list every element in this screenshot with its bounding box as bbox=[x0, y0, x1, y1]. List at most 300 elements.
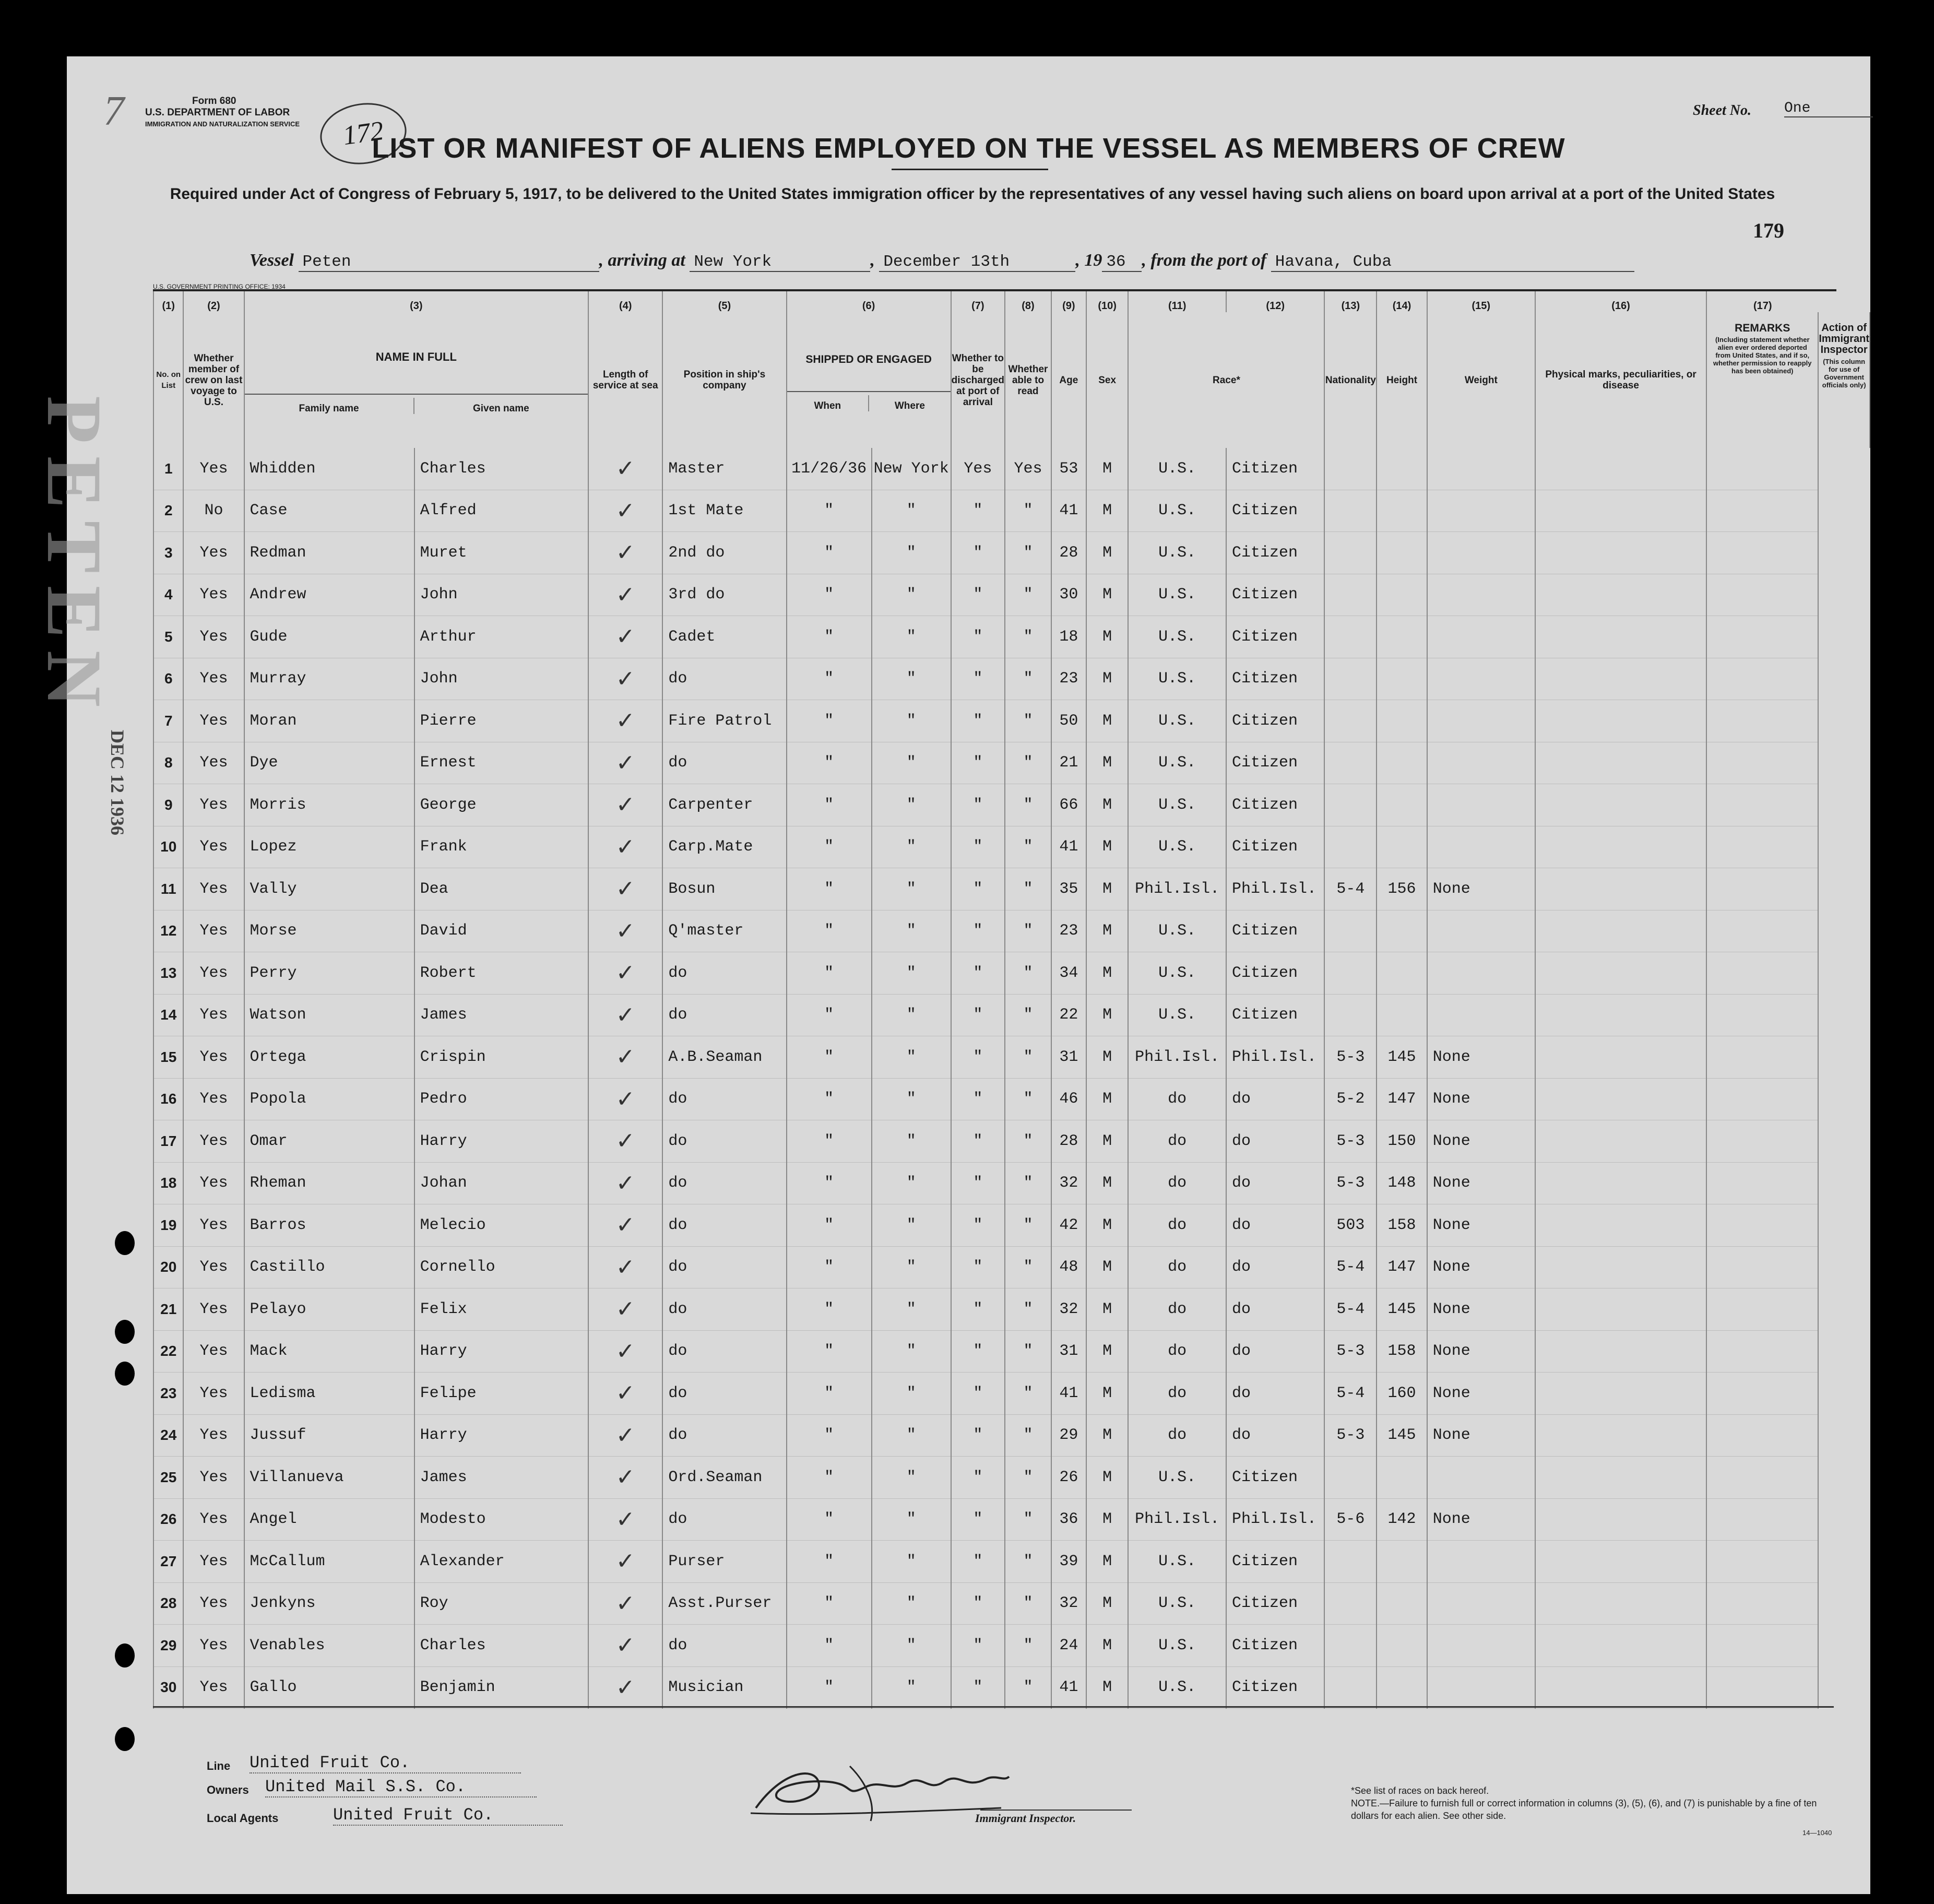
given-name: James bbox=[414, 1457, 588, 1499]
shipped-when: " bbox=[787, 1204, 872, 1247]
member-last-voyage: Yes bbox=[183, 1541, 244, 1583]
race: Phil.Isl. bbox=[1128, 868, 1226, 910]
shipped-when: " bbox=[787, 1078, 872, 1120]
service-tick bbox=[588, 1373, 662, 1415]
race: do bbox=[1128, 1414, 1226, 1457]
service-tick bbox=[588, 826, 662, 868]
race: do bbox=[1128, 1246, 1226, 1288]
race: U.S. bbox=[1128, 658, 1226, 700]
position: do bbox=[662, 742, 786, 784]
page-title: LIST OR MANIFEST OF ALIENS EMPLOYED ON THE VESSEL AS MEMBERS OF CREW bbox=[372, 133, 1565, 164]
height bbox=[1324, 784, 1377, 826]
member-last-voyage: Yes bbox=[183, 1036, 244, 1079]
position: 2nd do bbox=[662, 532, 786, 574]
shipped-when: " bbox=[787, 784, 872, 826]
service-tick bbox=[588, 994, 662, 1036]
row-number: 12 bbox=[153, 910, 183, 952]
remarks bbox=[1535, 448, 1706, 490]
age: 50 bbox=[1051, 700, 1086, 742]
position: do bbox=[662, 1162, 786, 1204]
family-name: Gude bbox=[244, 616, 414, 658]
service-tick bbox=[588, 1541, 662, 1583]
physical-marks: None bbox=[1427, 1204, 1535, 1247]
nationality: do bbox=[1226, 1204, 1325, 1247]
weight bbox=[1377, 700, 1427, 742]
race: Phil.Isl. bbox=[1128, 1498, 1226, 1541]
shipped-when: " bbox=[787, 826, 872, 868]
colnum: (15) bbox=[1427, 291, 1535, 312]
remarks bbox=[1535, 952, 1706, 995]
to-be-discharged: " bbox=[951, 784, 1005, 826]
inspector-action bbox=[1706, 826, 1818, 868]
binder-hole bbox=[115, 1231, 135, 1255]
crew-row bbox=[153, 1457, 1870, 1499]
checkmark-icon: ✓ bbox=[615, 1338, 635, 1365]
able-to-read: " bbox=[1005, 532, 1051, 574]
age: 21 bbox=[1051, 742, 1086, 784]
shipped-where: " bbox=[872, 910, 951, 952]
remarks bbox=[1535, 784, 1706, 826]
shipped-where: " bbox=[872, 1373, 951, 1415]
crew-row bbox=[153, 784, 1870, 826]
height bbox=[1324, 490, 1377, 532]
sex: M bbox=[1086, 1162, 1129, 1204]
member-last-voyage: Yes bbox=[183, 1666, 244, 1709]
member-last-voyage: Yes bbox=[183, 952, 244, 995]
to-be-discharged: " bbox=[951, 1330, 1005, 1373]
header-remarks bbox=[1706, 312, 1818, 448]
header-weight: Weight bbox=[1427, 312, 1535, 448]
where-header: Where bbox=[868, 395, 951, 411]
inspector-action bbox=[1706, 1120, 1818, 1163]
checkmark-icon: ✓ bbox=[615, 1085, 635, 1113]
physical-marks bbox=[1427, 1582, 1535, 1625]
to-be-discharged: " bbox=[951, 658, 1005, 700]
weight bbox=[1377, 994, 1427, 1036]
handwritten-number: 172 bbox=[316, 98, 411, 170]
sex: M bbox=[1086, 1120, 1129, 1163]
family-name: Jenkyns bbox=[244, 1582, 414, 1625]
shipped-when: " bbox=[787, 1330, 872, 1373]
race: U.S. bbox=[1128, 826, 1226, 868]
age: 39 bbox=[1051, 1541, 1086, 1583]
shipped-where: New York bbox=[872, 448, 951, 490]
sex: M bbox=[1086, 700, 1129, 742]
to-be-discharged: " bbox=[951, 1625, 1005, 1667]
crew-row bbox=[153, 868, 1870, 910]
inspector-action bbox=[1706, 1246, 1818, 1288]
member-last-voyage: Yes bbox=[183, 1162, 244, 1204]
nationality: Citizen bbox=[1226, 784, 1325, 826]
sex: M bbox=[1086, 868, 1129, 910]
race: U.S. bbox=[1128, 910, 1226, 952]
to-be-discharged: " bbox=[951, 574, 1005, 616]
to-be-discharged: " bbox=[951, 700, 1005, 742]
remarks bbox=[1535, 1414, 1706, 1457]
height: 5-4 bbox=[1324, 1288, 1377, 1331]
header-position: Position in ship's company bbox=[662, 312, 786, 448]
checkmark-icon: ✓ bbox=[615, 917, 635, 944]
member-last-voyage: Yes bbox=[183, 1498, 244, 1541]
physical-marks bbox=[1427, 910, 1535, 952]
family-name: Case bbox=[244, 490, 414, 532]
inspector-action bbox=[1706, 1288, 1818, 1331]
member-last-voyage: Yes bbox=[183, 910, 244, 952]
crew-row bbox=[153, 1541, 1870, 1583]
inspector-line bbox=[980, 1810, 1132, 1811]
member-last-voyage: Yes bbox=[183, 700, 244, 742]
checkmark-icon: ✓ bbox=[615, 876, 635, 903]
printing-office-line: U.S. GOVERNMENT PRINTING OFFICE: 1934 bbox=[153, 283, 286, 290]
inspector-action bbox=[1706, 1162, 1818, 1204]
remarks bbox=[1535, 1625, 1706, 1667]
crew-row bbox=[153, 826, 1870, 868]
crew-rows bbox=[153, 448, 1870, 1709]
nationality: Citizen bbox=[1226, 616, 1325, 658]
race: U.S. bbox=[1128, 574, 1226, 616]
service-tick bbox=[588, 1162, 662, 1204]
member-last-voyage: Yes bbox=[183, 658, 244, 700]
checkmark-icon: ✓ bbox=[615, 497, 635, 524]
age: 66 bbox=[1051, 784, 1086, 826]
checkmark-icon: ✓ bbox=[615, 1212, 635, 1239]
able-to-read: " bbox=[1005, 1498, 1051, 1541]
row-number: 21 bbox=[153, 1288, 183, 1331]
age: 41 bbox=[1051, 826, 1086, 868]
crew-row bbox=[153, 1373, 1870, 1415]
remarks bbox=[1535, 1330, 1706, 1373]
column-number-row bbox=[153, 291, 1870, 312]
weight: 160 bbox=[1377, 1373, 1427, 1415]
owners-value: United Mail S.S. Co. bbox=[265, 1777, 537, 1797]
sex: M bbox=[1086, 532, 1129, 574]
physical-marks: None bbox=[1427, 1078, 1535, 1120]
physical-marks bbox=[1427, 490, 1535, 532]
shipped-where: " bbox=[872, 574, 951, 616]
shipped-where: " bbox=[872, 1288, 951, 1331]
crew-row bbox=[153, 1204, 1870, 1247]
shipped-when: " bbox=[787, 994, 872, 1036]
service-tick bbox=[588, 1036, 662, 1079]
to-be-discharged: " bbox=[951, 742, 1005, 784]
height bbox=[1324, 574, 1377, 616]
shipped-when: " bbox=[787, 910, 872, 952]
race: U.S. bbox=[1128, 1625, 1226, 1667]
service-tick bbox=[588, 448, 662, 490]
family-name: Dye bbox=[244, 742, 414, 784]
member-last-voyage: Yes bbox=[183, 1120, 244, 1163]
member-last-voyage: Yes bbox=[183, 994, 244, 1036]
able-to-read: " bbox=[1005, 1120, 1051, 1163]
to-be-discharged: " bbox=[951, 1541, 1005, 1583]
shipped-where: " bbox=[872, 1120, 951, 1163]
shipped-where: " bbox=[872, 1414, 951, 1457]
given-name: Benjamin bbox=[414, 1666, 588, 1709]
remarks bbox=[1535, 1373, 1706, 1415]
header-length-of-service: Length of service at sea bbox=[588, 312, 662, 448]
given-name: Charles bbox=[414, 448, 588, 490]
remarks bbox=[1535, 742, 1706, 784]
to-be-discharged: " bbox=[951, 616, 1005, 658]
age: 28 bbox=[1051, 1120, 1086, 1163]
form-header bbox=[145, 96, 300, 130]
age: 32 bbox=[1051, 1288, 1086, 1331]
sex: M bbox=[1086, 1036, 1129, 1079]
row-number: 5 bbox=[153, 616, 183, 658]
age: 29 bbox=[1051, 1414, 1086, 1457]
race: do bbox=[1128, 1288, 1226, 1331]
nationality: Citizen bbox=[1226, 1666, 1325, 1709]
height: 5-4 bbox=[1324, 868, 1377, 910]
arrival-year: 36 bbox=[1102, 253, 1142, 272]
sex: M bbox=[1086, 826, 1129, 868]
to-be-discharged: " bbox=[951, 1666, 1005, 1709]
sex: M bbox=[1086, 1078, 1129, 1120]
checkmark-icon: ✓ bbox=[615, 623, 635, 651]
member-last-voyage: Yes bbox=[183, 1373, 244, 1415]
inspector-signature bbox=[740, 1751, 1012, 1824]
races-note: *See list of races on back hereof. bbox=[1351, 1785, 1489, 1796]
colnum: (14) bbox=[1377, 291, 1427, 312]
given-name: Modesto bbox=[414, 1498, 588, 1541]
shipped-where: " bbox=[872, 1036, 951, 1079]
nationality: Citizen bbox=[1226, 742, 1325, 784]
checkmark-icon: ✓ bbox=[615, 455, 635, 482]
inspector-action bbox=[1706, 448, 1818, 490]
colnum: (4) bbox=[588, 291, 662, 312]
physical-marks bbox=[1427, 616, 1535, 658]
position: Cadet bbox=[662, 616, 786, 658]
checkmark-icon: ✓ bbox=[615, 1590, 635, 1617]
arrival-date: December 13th bbox=[879, 253, 1075, 272]
able-to-read: " bbox=[1005, 1582, 1051, 1625]
checkmark-icon: ✓ bbox=[615, 1001, 635, 1028]
position: Master bbox=[662, 448, 786, 490]
service-tick bbox=[588, 1330, 662, 1373]
shipped-where: " bbox=[872, 1330, 951, 1373]
given-name: Robert bbox=[414, 952, 588, 995]
position: do bbox=[662, 994, 786, 1036]
remarks bbox=[1535, 658, 1706, 700]
age: 31 bbox=[1051, 1036, 1086, 1079]
header-able-to-read: Whether able to read bbox=[1005, 312, 1051, 448]
family-name: Castillo bbox=[244, 1246, 414, 1288]
service-tick bbox=[588, 700, 662, 742]
checkmark-icon: ✓ bbox=[615, 1296, 635, 1323]
service-tick bbox=[588, 784, 662, 826]
inspector-action bbox=[1706, 700, 1818, 742]
to-be-discharged: " bbox=[951, 1373, 1005, 1415]
member-last-voyage: Yes bbox=[183, 1330, 244, 1373]
position: Musician bbox=[662, 1666, 786, 1709]
weight bbox=[1377, 742, 1427, 784]
inspector-action bbox=[1706, 1457, 1818, 1499]
given-name: John bbox=[414, 574, 588, 616]
row-number: 22 bbox=[153, 1330, 183, 1373]
race: do bbox=[1128, 1162, 1226, 1204]
given-name: Muret bbox=[414, 532, 588, 574]
binder-hole bbox=[115, 1643, 135, 1668]
shipped-where: " bbox=[872, 616, 951, 658]
nationality: do bbox=[1226, 1414, 1325, 1457]
family-name: Omar bbox=[244, 1120, 414, 1163]
nationality: Phil.Isl. bbox=[1226, 1498, 1325, 1541]
checkmark-icon: ✓ bbox=[615, 1169, 635, 1197]
race: U.S. bbox=[1128, 784, 1226, 826]
arriving-label: , arriving at bbox=[599, 251, 685, 270]
able-to-read: " bbox=[1005, 1414, 1051, 1457]
height bbox=[1324, 826, 1377, 868]
department-name: U.S. DEPARTMENT OF LABOR bbox=[145, 107, 290, 118]
inspector-action bbox=[1706, 1541, 1818, 1583]
given-name: Harry bbox=[414, 1414, 588, 1457]
nationality: do bbox=[1226, 1246, 1325, 1288]
service-tick bbox=[588, 658, 662, 700]
physical-marks bbox=[1427, 1666, 1535, 1709]
shipped-where: " bbox=[872, 952, 951, 995]
nationality: do bbox=[1226, 1078, 1325, 1120]
position: Fire Patrol bbox=[662, 700, 786, 742]
shipped-when: " bbox=[787, 1498, 872, 1541]
race: U.S. bbox=[1128, 742, 1226, 784]
service-name: IMMIGRATION AND NATURALIZATION SERVICE bbox=[145, 120, 300, 128]
race: U.S. bbox=[1128, 700, 1226, 742]
height bbox=[1324, 448, 1377, 490]
checkmark-icon: ✓ bbox=[615, 1632, 635, 1659]
checkmark-icon: ✓ bbox=[615, 539, 635, 566]
given-name: Felix bbox=[414, 1288, 588, 1331]
weight bbox=[1377, 1666, 1427, 1709]
remarks-label: REMARKS bbox=[1735, 322, 1790, 334]
nationality: Citizen bbox=[1226, 1582, 1325, 1625]
inspector-action bbox=[1706, 532, 1818, 574]
position: Asst.Purser bbox=[662, 1582, 786, 1625]
sex: M bbox=[1086, 1666, 1129, 1709]
weight bbox=[1377, 910, 1427, 952]
race: U.S. bbox=[1128, 616, 1226, 658]
weight: 148 bbox=[1377, 1162, 1427, 1204]
sex: M bbox=[1086, 1625, 1129, 1667]
height: 5-4 bbox=[1324, 1373, 1377, 1415]
title-rule bbox=[892, 169, 1048, 170]
able-to-read: " bbox=[1005, 1541, 1051, 1583]
service-tick bbox=[588, 1204, 662, 1247]
height: 5-3 bbox=[1324, 1120, 1377, 1163]
physical-marks bbox=[1427, 448, 1535, 490]
height: 5-4 bbox=[1324, 1246, 1377, 1288]
row-number: 15 bbox=[153, 1036, 183, 1079]
remarks bbox=[1535, 490, 1706, 532]
column-header-row bbox=[153, 312, 1870, 448]
remarks bbox=[1535, 1162, 1706, 1204]
row-number: 8 bbox=[153, 742, 183, 784]
able-to-read: " bbox=[1005, 994, 1051, 1036]
shipped-where: " bbox=[872, 1666, 951, 1709]
position: do bbox=[662, 1330, 786, 1373]
inspector-action bbox=[1706, 952, 1818, 995]
position: do bbox=[662, 658, 786, 700]
member-last-voyage: Yes bbox=[183, 1414, 244, 1457]
remarks bbox=[1535, 1457, 1706, 1499]
race: U.S. bbox=[1128, 448, 1226, 490]
physical-marks: None bbox=[1427, 1246, 1535, 1288]
age: 32 bbox=[1051, 1162, 1086, 1204]
physical-marks: None bbox=[1427, 868, 1535, 910]
remarks-note: (Including statement whether alien ever ordered deported from United States, and if so, whether permission to reapply has been obtained) bbox=[1713, 336, 1812, 375]
shipped-where: " bbox=[872, 1498, 951, 1541]
age: 48 bbox=[1051, 1246, 1086, 1288]
arrival-port: New York bbox=[690, 253, 870, 272]
owners-label: Owners bbox=[207, 1783, 249, 1796]
colnum: (17) bbox=[1706, 291, 1818, 312]
given-name: Crispin bbox=[414, 1036, 588, 1079]
age: 28 bbox=[1051, 532, 1086, 574]
weight bbox=[1377, 658, 1427, 700]
able-to-read: " bbox=[1005, 1373, 1051, 1415]
service-tick bbox=[588, 1078, 662, 1120]
header-member-last-voyage: Whether member of crew on last voyage to U.S. bbox=[183, 312, 244, 448]
to-be-discharged: " bbox=[951, 1582, 1005, 1625]
service-tick bbox=[588, 910, 662, 952]
header-name-in-full bbox=[244, 312, 589, 448]
shipped-where: " bbox=[872, 868, 951, 910]
able-to-read: " bbox=[1005, 1204, 1051, 1247]
age: 41 bbox=[1051, 490, 1086, 532]
weight: 158 bbox=[1377, 1204, 1427, 1247]
year-prefix: 19 bbox=[1084, 251, 1102, 270]
sex: M bbox=[1086, 742, 1129, 784]
line-label: Line bbox=[207, 1759, 231, 1772]
shipped-when: " bbox=[787, 658, 872, 700]
family-name: Perry bbox=[244, 952, 414, 995]
service-tick bbox=[588, 574, 662, 616]
crew-row bbox=[153, 952, 1870, 995]
weight: 156 bbox=[1377, 868, 1427, 910]
height bbox=[1324, 952, 1377, 995]
member-last-voyage: Yes bbox=[183, 742, 244, 784]
weight bbox=[1377, 448, 1427, 490]
vertical-date-stamp: DEC 12 1936 bbox=[107, 730, 128, 836]
checkmark-icon: ✓ bbox=[615, 1380, 635, 1407]
physical-marks bbox=[1427, 1541, 1535, 1583]
family-name: Angel bbox=[244, 1498, 414, 1541]
position: do bbox=[662, 952, 786, 995]
member-last-voyage: Yes bbox=[183, 1625, 244, 1667]
height bbox=[1324, 532, 1377, 574]
race: U.S. bbox=[1128, 1666, 1226, 1709]
crew-row bbox=[153, 1625, 1870, 1667]
remarks bbox=[1535, 1582, 1706, 1625]
family-name: McCallum bbox=[244, 1541, 414, 1583]
sex: M bbox=[1086, 1373, 1129, 1415]
shipped-where: " bbox=[872, 1162, 951, 1204]
service-tick bbox=[588, 1625, 662, 1667]
page-subtitle: Required under Act of Congress of February 5, 1917, to be delivered to the United States immigration officer by the representatives of any vessel having such aliens on board upon arrival at a port of the United States bbox=[170, 185, 1775, 203]
able-to-read: " bbox=[1005, 1457, 1051, 1499]
crew-row bbox=[153, 448, 1870, 490]
position: Ord.Seaman bbox=[662, 1457, 786, 1499]
remarks bbox=[1535, 1078, 1706, 1120]
race: do bbox=[1128, 1373, 1226, 1415]
able-to-read: " bbox=[1005, 1036, 1051, 1079]
shipped-when: " bbox=[787, 700, 872, 742]
agents-label: Local Agents bbox=[207, 1812, 279, 1825]
family-name: Venables bbox=[244, 1625, 414, 1667]
height: 5-2 bbox=[1324, 1078, 1377, 1120]
header-no: No. on List bbox=[153, 312, 183, 448]
given-name: Charles bbox=[414, 1625, 588, 1667]
crew-row bbox=[153, 1288, 1870, 1331]
